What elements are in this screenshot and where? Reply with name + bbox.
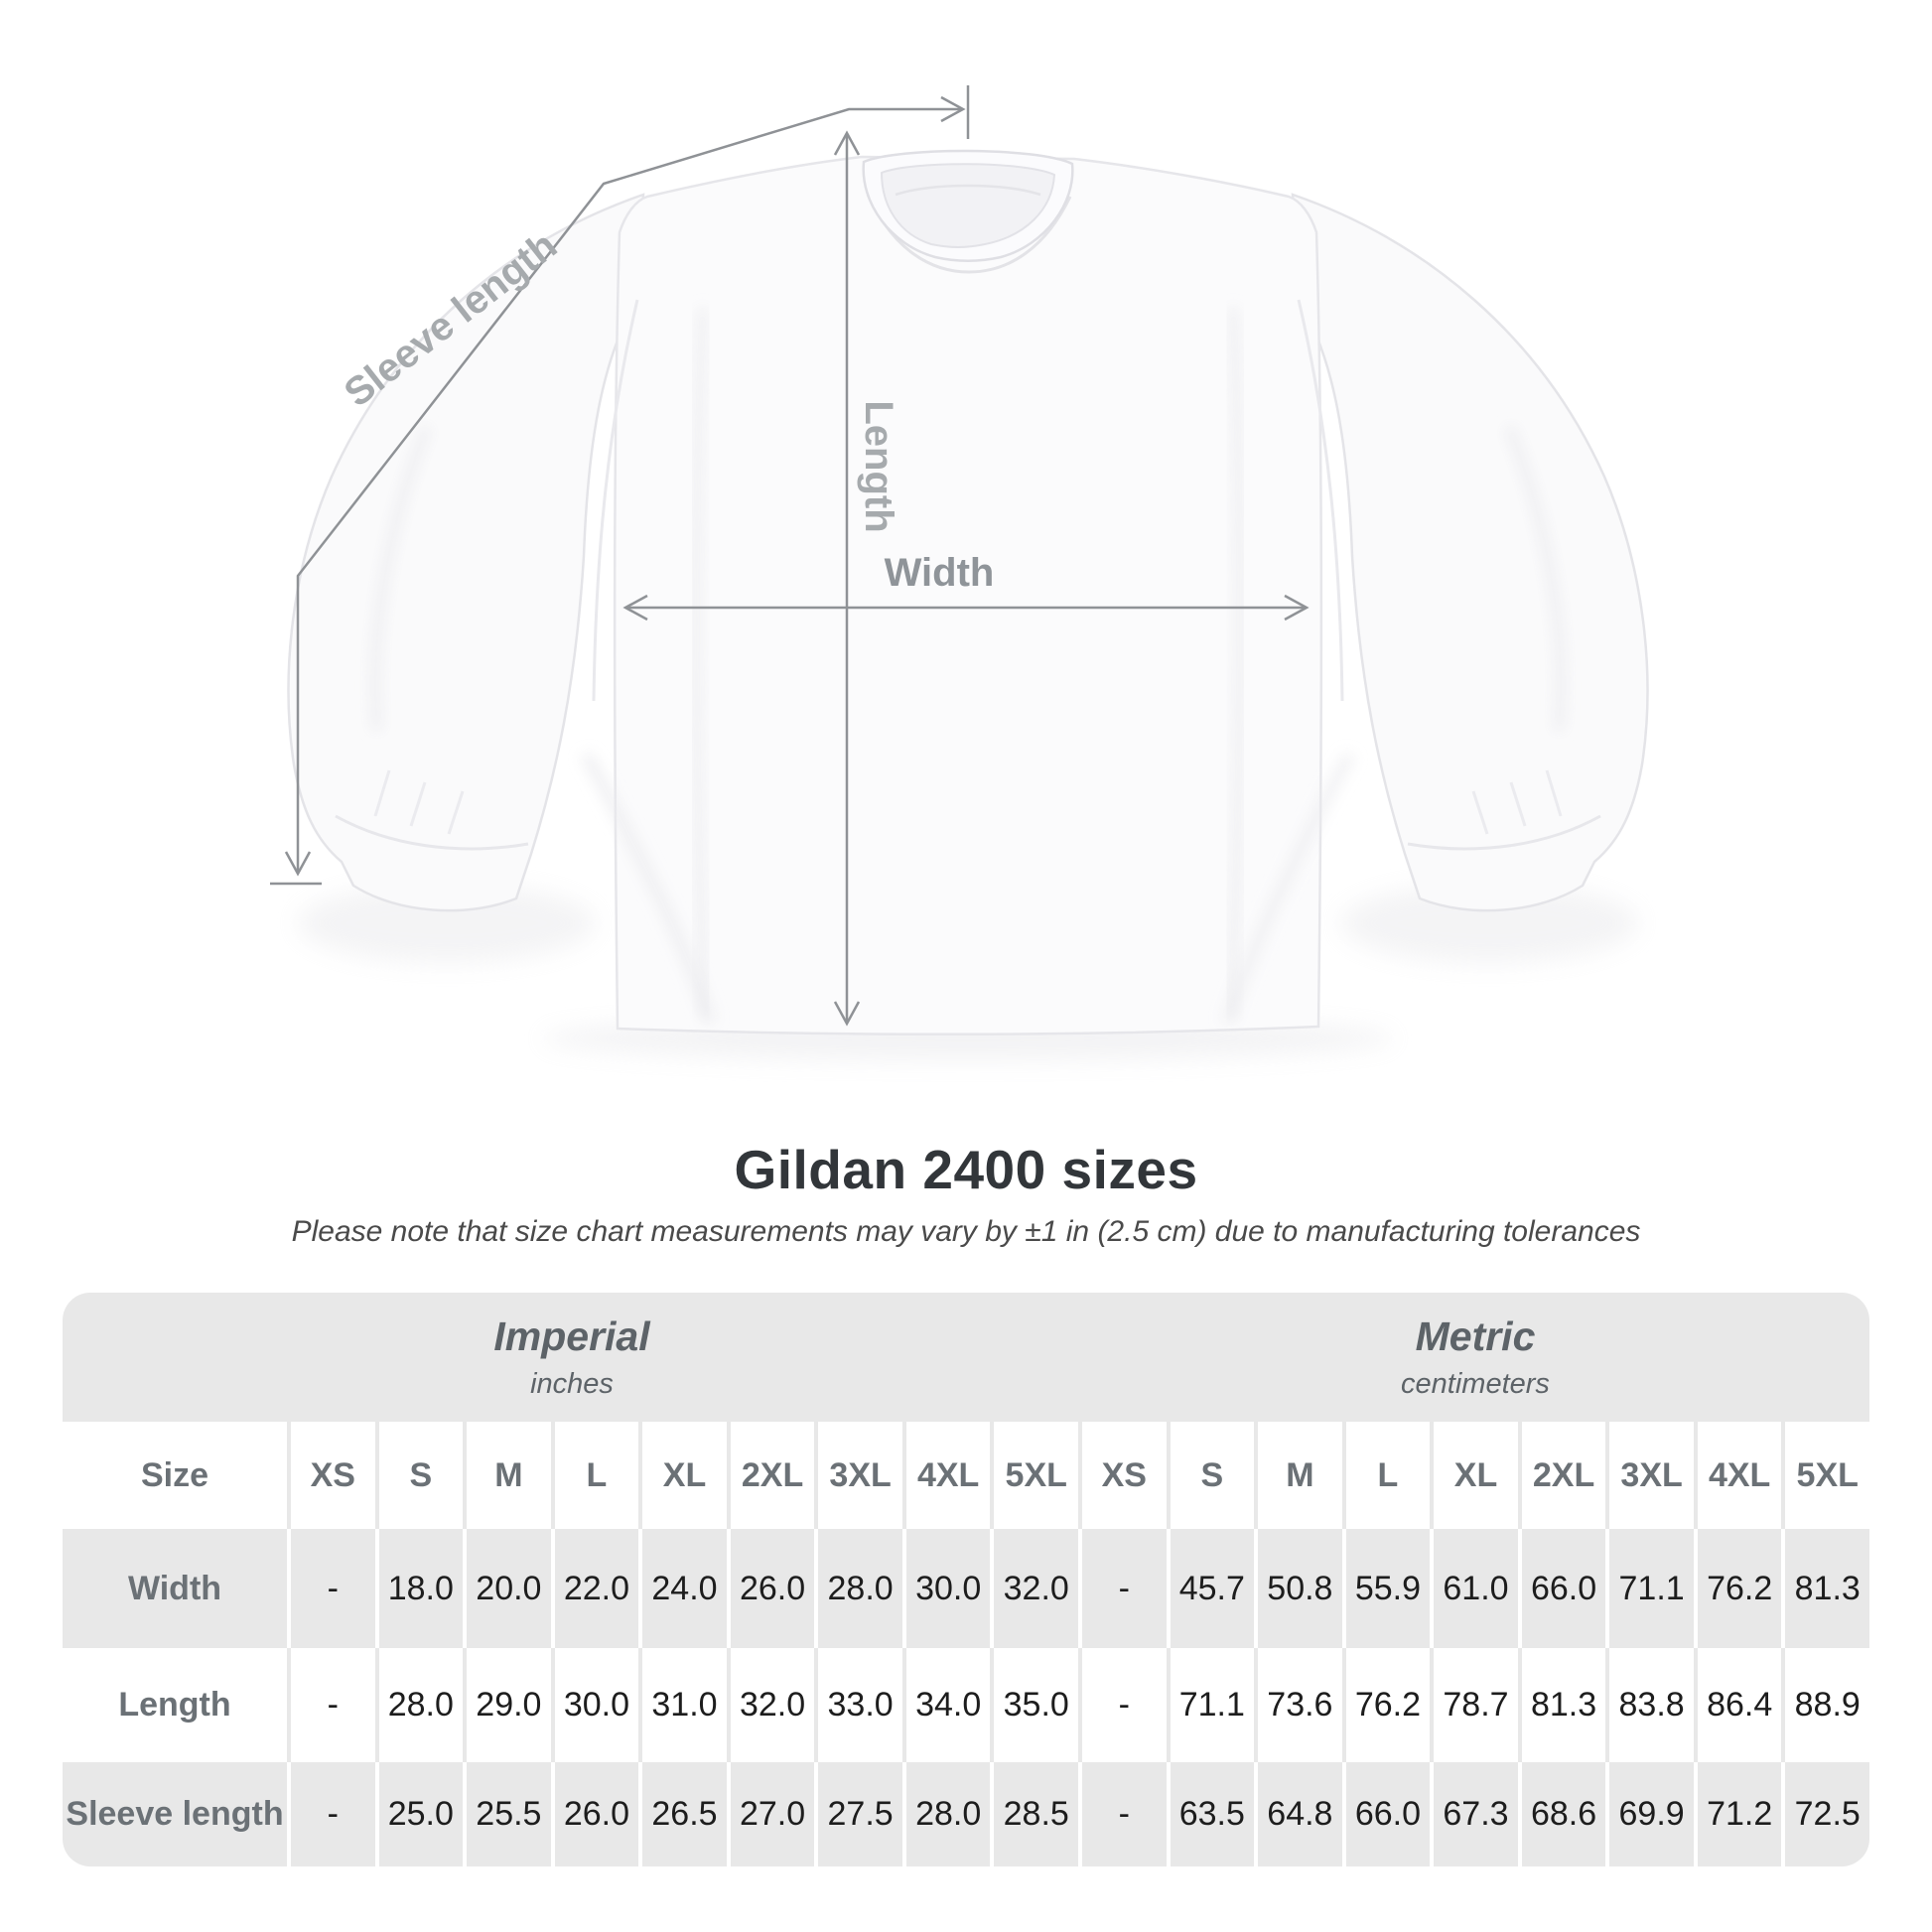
value-cell-metric: 61.0 [1434, 1529, 1518, 1648]
size-header-metric: XS [1082, 1422, 1167, 1529]
row-label: Sleeve length [63, 1762, 287, 1866]
size-header-imperial: M [467, 1422, 551, 1529]
size-header-metric: L [1346, 1422, 1431, 1529]
value-cell-metric: 50.8 [1258, 1529, 1342, 1648]
measurement-row [63, 1648, 1869, 1762]
size-header-imperial: XL [642, 1422, 727, 1529]
right-sleeve [1293, 195, 1647, 910]
value-cell-metric: 67.3 [1434, 1762, 1518, 1866]
size-chart-table [63, 1293, 1869, 1866]
imperial-header [63, 1293, 1081, 1422]
value-cell-metric: 71.1 [1171, 1648, 1255, 1762]
size-header-metric: S [1171, 1422, 1255, 1529]
size-header-imperial: 2XL [731, 1422, 815, 1529]
value-cell-imperial: 26.0 [555, 1762, 639, 1866]
value-cell-metric: 83.8 [1609, 1648, 1694, 1762]
row-label: Length [63, 1648, 287, 1762]
size-header-metric: 3XL [1609, 1422, 1694, 1529]
value-cell-imperial: 33.0 [818, 1648, 902, 1762]
value-cell-metric: 66.0 [1522, 1529, 1606, 1648]
value-cell-metric: 72.5 [1785, 1762, 1869, 1866]
value-cell-metric: 81.3 [1522, 1648, 1606, 1762]
value-cell-metric: 81.3 [1785, 1529, 1869, 1648]
value-cell-metric: 76.2 [1346, 1648, 1431, 1762]
value-cell-imperial: 20.0 [467, 1529, 551, 1648]
value-cell-metric: 55.9 [1346, 1529, 1431, 1648]
size-header-imperial: 5XL [994, 1422, 1078, 1529]
value-cell-metric: 88.9 [1785, 1648, 1869, 1762]
size-header-metric: M [1258, 1422, 1342, 1529]
size-header-metric: 2XL [1522, 1422, 1606, 1529]
size-chart-rows [63, 1422, 1869, 1866]
value-cell-imperial: 24.0 [642, 1529, 727, 1648]
size-header-imperial: S [379, 1422, 464, 1529]
size-header-imperial: XS [291, 1422, 375, 1529]
value-cell-metric: 76.2 [1698, 1529, 1782, 1648]
size-header-imperial: L [555, 1422, 639, 1529]
value-cell-imperial: 30.0 [555, 1648, 639, 1762]
value-cell-metric: 78.7 [1434, 1648, 1518, 1762]
value-cell-metric: 71.2 [1698, 1762, 1782, 1866]
value-cell-imperial: 34.0 [906, 1648, 991, 1762]
value-cell-imperial: 22.0 [555, 1529, 639, 1648]
value-cell-imperial: 30.0 [906, 1529, 991, 1648]
value-cell-imperial: 18.0 [379, 1529, 464, 1648]
value-cell-imperial: 28.0 [906, 1762, 991, 1866]
value-cell-imperial: 27.5 [818, 1762, 902, 1866]
value-cell-metric: 66.0 [1346, 1762, 1431, 1866]
length-label: Length [857, 400, 900, 533]
width-label: Width [884, 551, 995, 595]
value-cell-imperial: 32.0 [994, 1529, 1078, 1648]
value-cell-imperial: 26.0 [731, 1529, 815, 1648]
row-label: Width [63, 1529, 287, 1648]
measurement-row [63, 1529, 1869, 1648]
metric-sublabel: centimeters [1401, 1368, 1550, 1400]
measurement-row [63, 1762, 1869, 1866]
metric-header [1081, 1293, 1869, 1422]
value-cell-imperial: 28.0 [818, 1529, 902, 1648]
value-cell-imperial: - [291, 1529, 375, 1648]
size-header-metric: 4XL [1698, 1422, 1782, 1529]
size-header-row [63, 1422, 1869, 1529]
page-subtitle: Please note that size chart measurements may vary by ±1 in (2.5 cm) due to manufacturing tolerances [291, 1215, 1641, 1248]
value-cell-imperial: 29.0 [467, 1648, 551, 1762]
value-cell-metric: - [1082, 1529, 1167, 1648]
value-cell-imperial: 27.0 [731, 1762, 815, 1866]
imperial-sublabel: inches [530, 1368, 614, 1400]
value-cell-metric: 45.7 [1171, 1529, 1255, 1648]
value-cell-metric: 86.4 [1698, 1648, 1782, 1762]
value-cell-metric: - [1082, 1648, 1167, 1762]
value-cell-imperial: 31.0 [642, 1648, 727, 1762]
value-cell-metric: 69.9 [1609, 1762, 1694, 1866]
size-column-header: Size [63, 1422, 287, 1529]
size-header-imperial: 3XL [818, 1422, 902, 1529]
size-header-metric: XL [1434, 1422, 1518, 1529]
value-cell-metric: 68.6 [1522, 1762, 1606, 1866]
imperial-label: Imperial [493, 1313, 650, 1359]
value-cell-metric: 64.8 [1258, 1762, 1342, 1866]
value-cell-imperial: 28.0 [379, 1648, 464, 1762]
size-header-imperial: 4XL [906, 1422, 991, 1529]
value-cell-imperial: 26.5 [642, 1762, 727, 1866]
page-title: Gildan 2400 sizes [734, 1139, 1198, 1200]
sleeve-length-label: Sleeve length [336, 223, 566, 416]
value-cell-imperial: 32.0 [731, 1648, 815, 1762]
value-cell-metric: 71.1 [1609, 1529, 1694, 1648]
shirt-torso [586, 157, 1350, 1035]
value-cell-imperial: - [291, 1648, 375, 1762]
value-cell-metric: - [1082, 1762, 1167, 1866]
value-cell-imperial: 35.0 [994, 1648, 1078, 1762]
size-header-metric: 5XL [1785, 1422, 1869, 1529]
value-cell-metric: 63.5 [1171, 1762, 1255, 1866]
value-cell-imperial: - [291, 1762, 375, 1866]
value-cell-imperial: 25.5 [467, 1762, 551, 1866]
metric-label: Metric [1415, 1313, 1536, 1359]
unit-header-band [63, 1293, 1869, 1422]
value-cell-imperial: 25.0 [379, 1762, 464, 1866]
value-cell-metric: 73.6 [1258, 1648, 1342, 1762]
value-cell-imperial: 28.5 [994, 1762, 1078, 1866]
